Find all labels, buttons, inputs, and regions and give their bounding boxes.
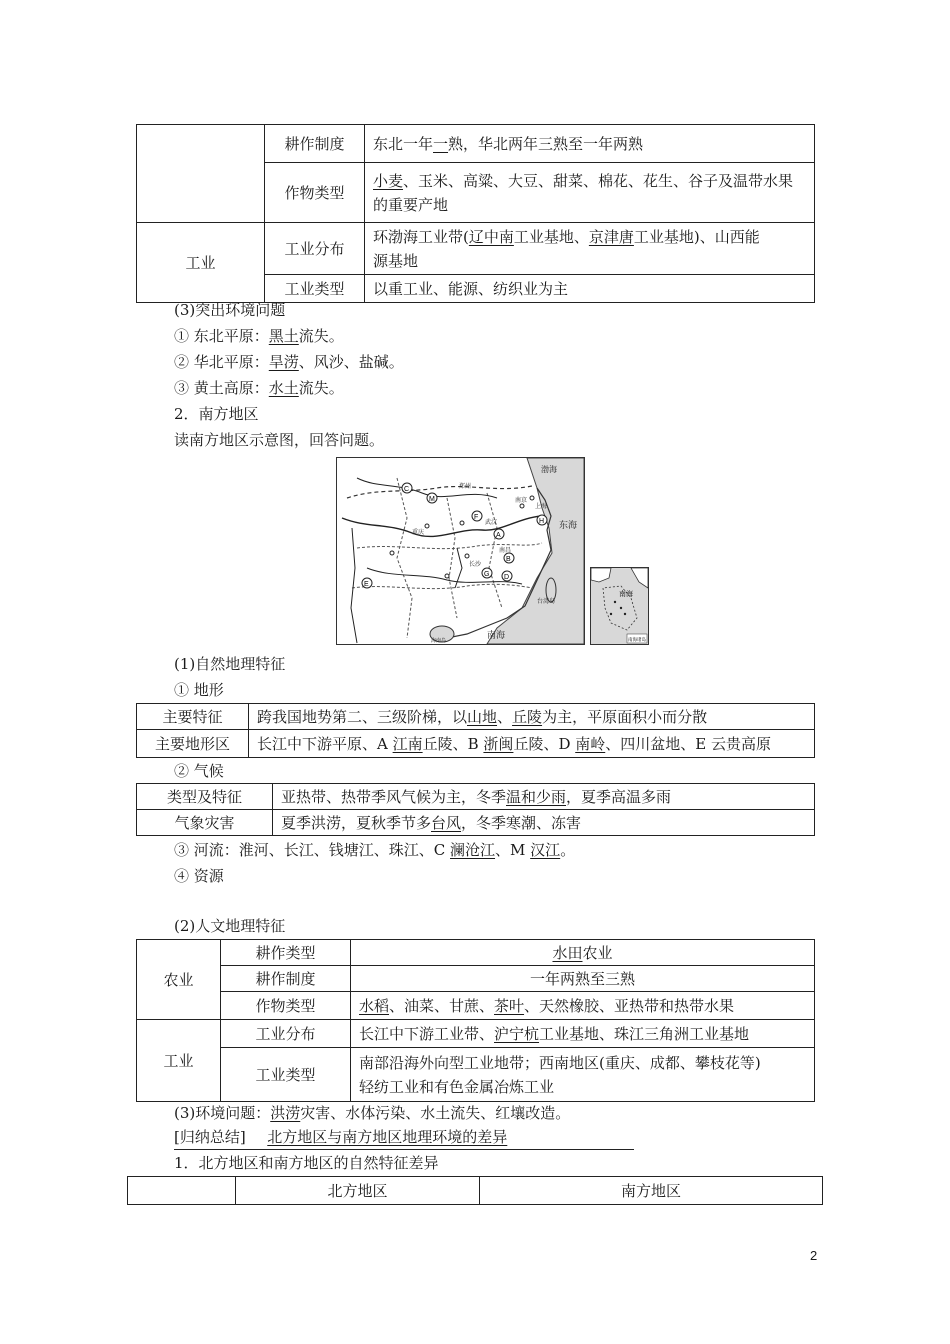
row-value: 环渤海工业带(辽中南工业基地、京津唐工业基地)、山西能 源基地 (365, 223, 815, 275)
row-value: 夏季洪涝，夏秋季节多台风，冬季寒潮、冻害 (273, 810, 815, 836)
page-number: 2 (810, 1248, 818, 1263)
map-point-label: D (504, 574, 510, 581)
row-label: 耕作制度 (265, 125, 365, 163)
row-value: 水稻、油菜、甘蔗、茶叶、天然橡胶、亚热带和热带水果 (351, 992, 815, 1020)
map-point-label: F (474, 514, 479, 521)
map-point-label: B (506, 556, 511, 563)
map-city-label: 上海 (535, 503, 548, 510)
group-label-industry: 工业 (137, 1020, 221, 1102)
group-label-industry: 工业 (137, 223, 265, 303)
summary-sub: 1．北方地区和南方地区的自然特征差异 (174, 1154, 439, 1172)
top-table-group-cell-empty (137, 125, 265, 223)
map-island-label: 台湾岛 (537, 598, 556, 605)
summary-empty-header (128, 1177, 236, 1205)
rivers-line: ③ 河流：淮河、长江、钱塘江、珠江、C 澜沧江、M 汉江。 (174, 841, 576, 859)
summary-title: 北方地区与南方地区地理环境的差异 (267, 1128, 508, 1146)
map-city-label: 武汉 (485, 519, 498, 526)
row-label: 作物类型 (221, 992, 351, 1020)
map-sea-label: 东海 (559, 521, 578, 531)
row-label: 气象灾害 (137, 810, 273, 836)
row-value: 亚热带、热带季风气候为主，冬季温和少雨，夏季高温多雨 (273, 784, 815, 810)
map-sea-label: 渤海 (541, 465, 557, 474)
map-city-label: 南京 (515, 497, 528, 504)
row-label: 工业类型 (265, 275, 365, 303)
human-heading: (2)人文地理特征 (174, 917, 286, 935)
map-island-label: 海南岛 (431, 638, 447, 644)
terrain-table (136, 703, 815, 758)
human-table (136, 939, 815, 1102)
climate-table (136, 783, 815, 836)
env-item: ② 华北平原：旱涝、风沙、盐碱。 (174, 353, 404, 371)
row-label: 耕作类型 (221, 940, 351, 966)
summary-bracket: [归纳总结] (174, 1128, 246, 1146)
map-point-label: M (429, 496, 435, 503)
row-value: 小麦、玉米、高粱、大豆、甜菜、棉花、花生、谷子及温带水果 的重要产地 (365, 163, 815, 223)
map-instruction: 读南方地区示意图，回答问题。 (174, 431, 385, 449)
map-point-label: A (496, 532, 501, 539)
south-sea-inset-map (590, 567, 649, 645)
map-point-label: E (364, 581, 369, 588)
resources-heading: ④ 资源 (174, 867, 224, 885)
map-sea-label: 南海 (487, 631, 506, 641)
section-heading-south: 2．南方地区 (174, 405, 259, 423)
summary-heading (174, 1125, 634, 1150)
env-item: ① 东北平原：黑土流失。 (174, 327, 344, 345)
row-value: 南部沿海外向型工业地带；西南地区(重庆、成都、攀枝花等) 轻纺工业和有色金属冶炼工业 (351, 1048, 815, 1102)
inset-sea-label: 南海 (619, 590, 633, 598)
map-point-label: G (484, 571, 490, 578)
env-item: ③ 黄土高原：水土流失。 (174, 379, 344, 397)
row-value: 长江中下游平原、A 江南丘陵、B 浙闽丘陵、D 南岭、四川盆地、E 云贵高原 (249, 730, 815, 758)
inset-graphic (591, 568, 648, 644)
map-point-label: C (404, 486, 410, 493)
map-city-label: 郑州 (459, 483, 472, 490)
row-label: 主要地形区 (137, 730, 249, 758)
row-label: 工业分布 (265, 223, 365, 275)
row-label: 耕作制度 (221, 966, 351, 992)
row-value: 以重工业、能源、纺织业为主 (365, 275, 815, 303)
row-label: 工业类型 (221, 1048, 351, 1102)
row-value: 水田农业 (351, 940, 815, 966)
row-label: 作物类型 (265, 163, 365, 223)
env-heading: (3)突出环境问题 (174, 301, 286, 319)
row-value: 东北一年一熟，华北两年三熟至一年两熟 (365, 125, 815, 163)
map-point-label: H (539, 518, 545, 525)
col-header-south: 南方地区 (480, 1177, 823, 1205)
group-label-agriculture: 农业 (137, 940, 221, 1020)
col-header-north: 北方地区 (236, 1177, 480, 1205)
terrain-heading: ① 地形 (174, 681, 224, 699)
row-label: 主要特征 (137, 704, 249, 730)
natural-heading: (1)自然地理特征 (174, 655, 286, 673)
map-city-label: 重庆 (412, 529, 425, 536)
map-graphic (337, 458, 584, 644)
top-table (136, 124, 815, 303)
summary-table (127, 1176, 823, 1205)
env2-line: (3)环境问题：洪涝灾害、水体污染、水土流失、红壤改造。 (174, 1104, 571, 1122)
row-value: 长江中下游工业带、沪宁杭工业基地、珠江三角洲工业基地 (351, 1020, 815, 1048)
row-value: 跨我国地势第二、三级阶梯，以山地、丘陵为主，平原面积小而分散 (249, 704, 815, 730)
climate-heading: ② 气候 (174, 762, 224, 780)
row-label: 工业分布 (221, 1020, 351, 1048)
map-city-label: 南昌 (499, 547, 512, 554)
south-china-map (336, 457, 585, 645)
inset-caption: 南海诸岛 (628, 638, 646, 643)
map-city-label: 长沙 (469, 561, 482, 568)
row-value: 一年两熟至三熟 (351, 966, 815, 992)
row-label: 类型及特征 (137, 784, 273, 810)
